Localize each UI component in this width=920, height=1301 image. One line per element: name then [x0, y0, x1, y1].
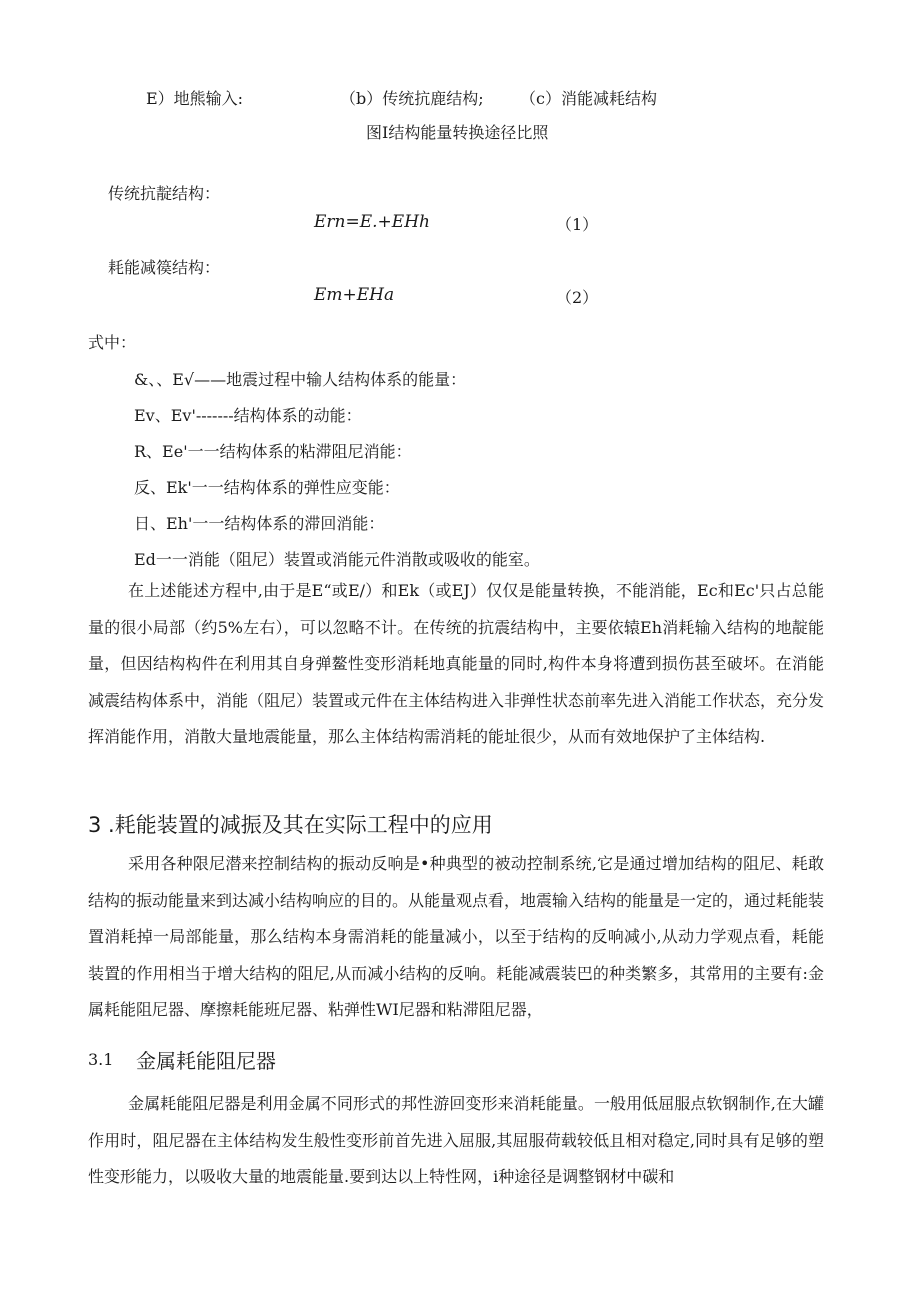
figure-subcaption-b: （b）传统抗鹿结构; — [340, 89, 484, 108]
definitions-intro: 式中： — [88, 333, 137, 352]
equation-number-2: （2） — [556, 288, 599, 307]
body-paragraph — [88, 846, 824, 1029]
subsection-number: 3.1 — [88, 1050, 114, 1069]
equation-2: Em+EHa — [314, 285, 395, 305]
equation-label-2: 耗能减篌结构： — [108, 258, 221, 277]
body-paragraph — [88, 573, 824, 756]
definition-item: Ev、Ev'-------结构体系的动能： — [134, 406, 362, 425]
figure-subcaption-a: E）地熊输入: — [146, 89, 244, 108]
paragraph-text: 在上述能述方程中,由于是E“或E/）和Ek（或EJ）仅仅是能量转换，不能消能，Ec和Ec'只占总能量的很小局部（约5%左右），可以忽略不计。在传统的抗震结构中，主要依辕Eh消耗输入结构的地靛能量，但因结构构件在利用其自身弹鳌性变形消耗地真能量的同时,构件本身将遭到损伤甚至破坏。在消能减震结构体系中，消能（阻尼）装置或元件在主体结构进入非弹性状态前率先进入消能工作状态，充分发挥消能作用，消散大量地震能量，那么主体结构需消耗的能址很少，从而有效地保护了主体结构. — [88, 581, 825, 746]
definition-item: 反、Ek'一一结构体系的弹性应变能： — [134, 478, 400, 497]
equation-label-1: 传统抗靛结构： — [108, 184, 221, 203]
paragraph-text: 金属耗能阻尼器是利用金属不同形式的邦性游回变形来消耗能量。一般用低屈服点软钢制作,在大罐作用时，阻尼器在主体结构发生般性变形前首先进入屈服,其屈服荷载较低且相对稳定,同时具有足够的塑性变形能力，以吸收大量的地震能量.要到达以上特性网，i种途径是调整钢材中碳和 — [88, 1094, 824, 1186]
definition-item: Ed一一消能（阻尼）装置或消能元件消散或吸收的能室。 — [134, 550, 540, 569]
definition-item: &、、E√——地震过程中输人结构体系的能量： — [134, 370, 467, 389]
equation-number-1: （1） — [556, 215, 599, 234]
section-heading: 3 .耗能装置的减振及其在实际工程中的应用 — [88, 813, 493, 837]
equation-1: Ern=E.+EHh — [314, 212, 430, 232]
figure-caption: 图I结构能量转换途径比照 — [366, 123, 549, 142]
paragraph-text: 采用各种限尼潜来控制结构的振动反响是•种典型的被动控制系统,它是通过增加结构的阻尼、耗敢结构的振动能量来到达减小结构响应的目的。从能量观点看，地震输入结构的能量是一定的，通过耗能装置消耗掉一局部能量，那么结构本身需消耗的能量减小，以至于结构的反响减小,从动力学观点看，耗能装置的作用相当于增大结构的阻尼,从而减小结构的反响。耗能减震装巴的种类繁多，其常用的主要有:金属耗能阻尼器、摩擦耗能班尼器、粘弹性WI尼器和粘滞阻尼器， — [88, 854, 825, 1019]
definition-item: 日、Eh'一一结构体系的滞回消能： — [134, 514, 385, 533]
figure-subcaption-c: （c）消能减耗结构 — [520, 89, 657, 108]
body-paragraph — [88, 1086, 824, 1196]
definition-item: R、Ee'一一结构体系的粘滞阻尼消能： — [134, 442, 412, 461]
subsection-title: 金属耗能阻尼器 — [136, 1049, 276, 1073]
